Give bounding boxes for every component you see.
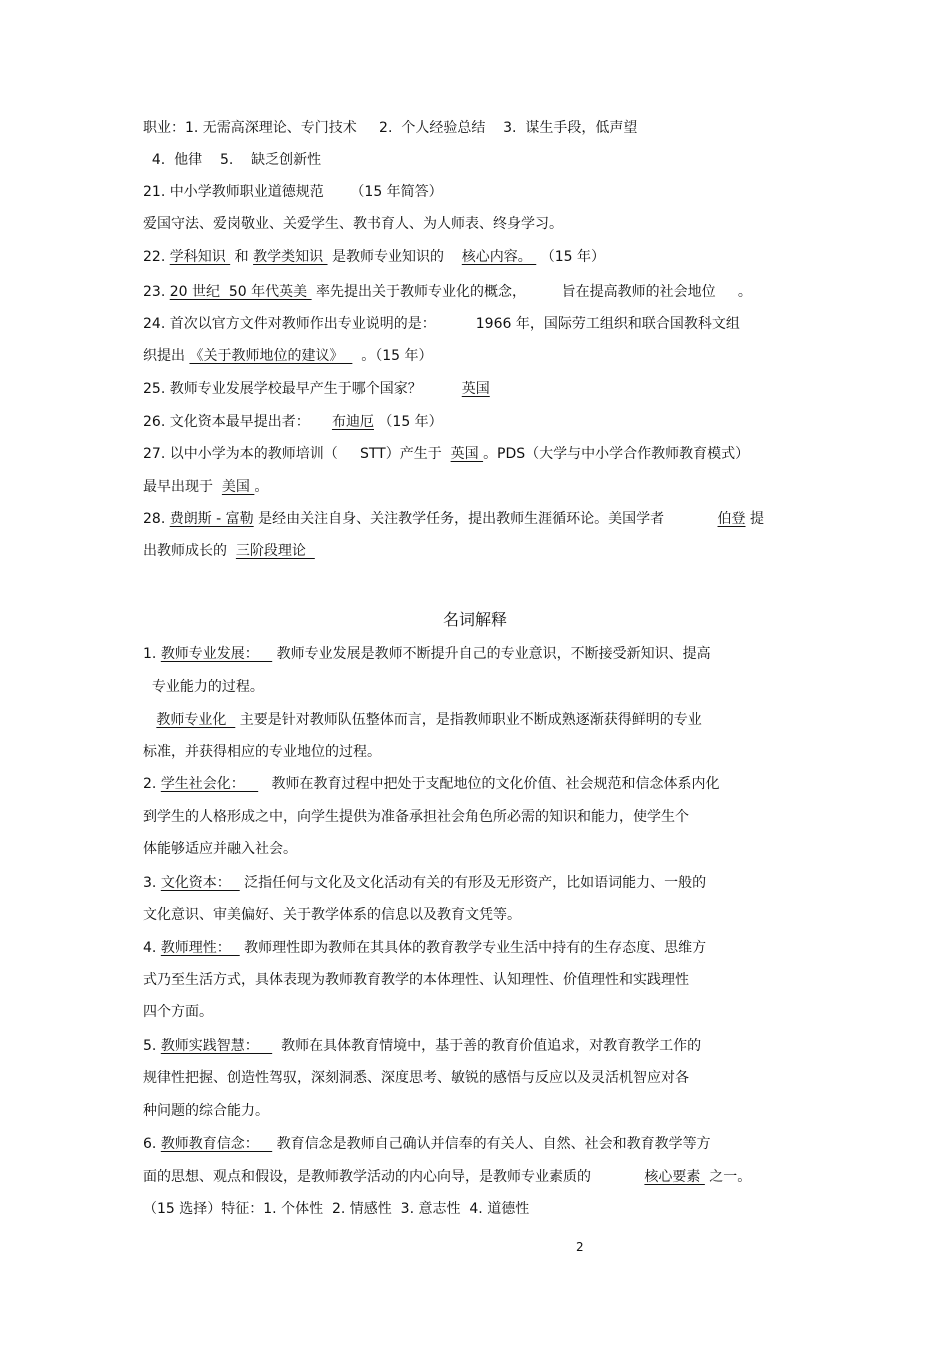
- ln-7: 织提出 《关于教师地位的建议》 。（15 年）: [143, 348, 433, 364]
- ln-5: 23. 20 世纪 50 年代英美 率先提出关于教师专业化的概念， 旨在提高教师的社会地位 。: [143, 284, 752, 300]
- ln-23: 4. 教师理性： 教师理性即为教师在其具体的教育教学专业生活中持有的生存态度、思维方: [143, 940, 707, 956]
- section-title: 名词解释: [442, 610, 507, 629]
- ln-29: 6. 教师教育信念： 教育信念是教师自己确认并信奉的有关人、自然、社会和教育教学等方: [143, 1136, 711, 1152]
- ln-22: 文化意识、审美偏好、关于教学体系的信息以及教育文凭等。: [143, 907, 521, 923]
- ln-3: 爱国守法、爱岗敬业、关爱学生、教书育人、为人师表、终身学习。: [143, 216, 563, 232]
- ln-0: 职业：1. 无需高深理论、专门技术 2. 个人经验总结 3. 谋生手段，低声望: [143, 120, 638, 136]
- page-number: 2: [576, 1240, 584, 1254]
- ln-1: 4. 他律 5. 缺乏创新性: [143, 152, 322, 168]
- ln-15: 专业能力的过程。: [143, 679, 264, 695]
- ln-28: 种问题的综合能力。: [143, 1103, 269, 1119]
- ln-11: 最早出现于 美国 。: [143, 479, 269, 495]
- ln-6: 24. 首次以官方文件对教师作出专业说明的是： 1966 年，国际劳工组织和联合国教科文组: [143, 316, 740, 332]
- ln-24: 式乃至生活方式，具体表现为教师教育教学的本体理性、认知理性、价值理性和实践理性: [143, 972, 689, 988]
- ln-26: 5. 教师实践智慧： 教师在具体教育情境中，基于善的教育价值追求，对教育教学工作的: [143, 1038, 702, 1054]
- ln-20: 体能够适应并融入社会。: [143, 841, 297, 857]
- ln-17: 标准，并获得相应的专业地位的过程。: [143, 744, 381, 760]
- ln-18: 2. 学生社会化： 教师在教育过程中把处于支配地位的文化价值、社会规范和信念体系内化: [143, 776, 720, 792]
- ln-19: 到学生的人格形成之中，向学生提供为准备承担社会角色所必需的知识和能力，使学生个: [143, 809, 689, 825]
- ln-16: 教师专业化 主要是针对教师队伍整体而言，是指教师职业不断成熟逐渐获得鲜明的专业: [156, 712, 702, 728]
- ln-4: 22. 学科知识 和 教学类知识 是教师专业知识的 核心内容。 （15 年）: [143, 249, 605, 265]
- ln-21: 3. 文化资本： 泛指任何与文化及文化活动有关的有形及无形资产，比如语词能力、一般的: [143, 875, 707, 891]
- ln-8: 25. 教师专业发展学校最早产生于哪个国家？ 英国: [143, 381, 490, 397]
- ln-25: 四个方面。: [143, 1004, 213, 1020]
- ln-9: 26. 文化资本最早提出者： 布迪厄 （15 年）: [143, 414, 443, 430]
- ln-2: 21. 中小学教师职业道德规范 （15 年简答）: [143, 184, 443, 200]
- ln-12: 28. 费朗斯 - 富勒 是经由关注自身、关注教学任务，提出教师生涯循环论。美国学者 伯登 提: [143, 511, 764, 527]
- ln-30: 面的思想、观点和假设，是教师教学活动的内心向导，是教师专业素质的 核心要素 之一。: [143, 1169, 752, 1185]
- ln-14: 1. 教师专业发展： 教师专业发展是教师不断提升自己的专业意识，不断接受新知识、提高: [143, 646, 711, 662]
- ln-27: 规律性把握、创造性驾驭，深刻洞悉、深度思考、敏锐的感悟与反应以及灵活机智应对各: [143, 1070, 689, 1086]
- ln-13: 出教师成长的 三阶段理论: [143, 543, 315, 559]
- ln-31: （15 选择）特征：1. 个体性 2. 情感性 3. 意志性 4. 道德性: [143, 1201, 530, 1217]
- ln-10: 27. 以中小学为本的教师培训（ STT）产生于 英国 。PDS（大学与中小学合作教师教育模式）: [143, 446, 750, 462]
